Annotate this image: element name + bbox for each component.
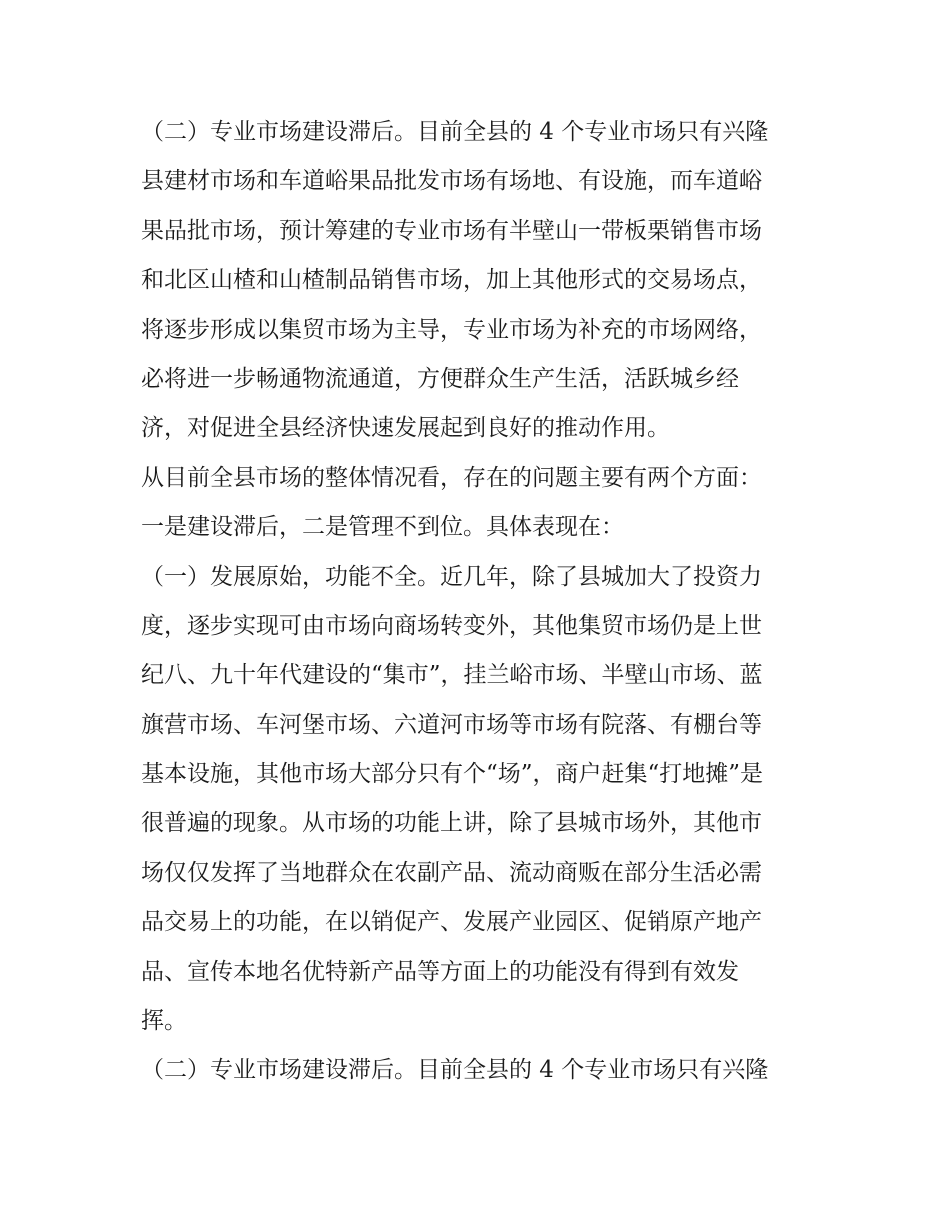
text-line: 品交易上的功能，在以销促产、发展产业园区、促销原产地产 xyxy=(141,909,762,936)
text-line: （二）专业市场建设滞后。目前全县的 4 个专业市场只有兴隆 xyxy=(141,1057,769,1084)
text-line: 场仅仅发挥了当地群众在农副产品、流动商贩在部分生活必需 xyxy=(141,859,762,886)
text-line: （一）发展原始，功能不全。近几年，除了县城加大了投资力 xyxy=(141,563,762,590)
text-line: 很普遍的现象。从市场的功能上讲，除了县城市场外，其他市 xyxy=(141,810,762,837)
text-line: 从目前全县市场的整体情况看，存在的问题主要有两个方面： xyxy=(141,464,762,491)
text-line: 挥。 xyxy=(141,1008,187,1035)
text-line: 和北区山楂和山楂制品销售市场，加上其他形式的交易场点， xyxy=(141,267,762,294)
text-line: 县建材市场和车道峪果品批发市场有场地、有设施，而车道峪 xyxy=(141,168,762,195)
text-line: （二）专业市场建设滞后。目前全县的 4 个专业市场只有兴隆 xyxy=(141,119,769,145)
text-line: 度，逐步实现可由市场向商场转变外，其他集贸市场仍是上世 xyxy=(141,612,762,639)
text-line: 济，对促进全县经济快速发展起到良好的推动作用。 xyxy=(141,415,670,442)
text-line: 一是建设滞后，二是管理不到位。具体表现在： xyxy=(141,514,624,541)
text-line: 品、宣传本地名优特新产品等方面上的功能没有得到有效发 xyxy=(141,958,739,985)
text-line: 将逐步形成以集贸市场为主导，专业市场为补充的市场网络， xyxy=(141,316,762,343)
text-line: 必将进一步畅通物流通道，方便群众生产生活，活跃城乡经 xyxy=(141,365,739,392)
text-line: 果品批市场，预计筹建的专业市场有半壁山一带板栗销售市场 xyxy=(141,217,762,244)
document-body xyxy=(141,108,821,1096)
text-line: 纪八、九十年代建设的“集市”，挂兰峪市场、半壁山市场、蓝 xyxy=(141,662,763,689)
text-line: 旗营市场、车河堡市场、六道河市场等市场有院落、有棚台等 xyxy=(141,711,762,738)
text-line: 基本设施，其他市场大部分只有个“场”，商户赶集“打地摊”是 xyxy=(141,761,764,788)
